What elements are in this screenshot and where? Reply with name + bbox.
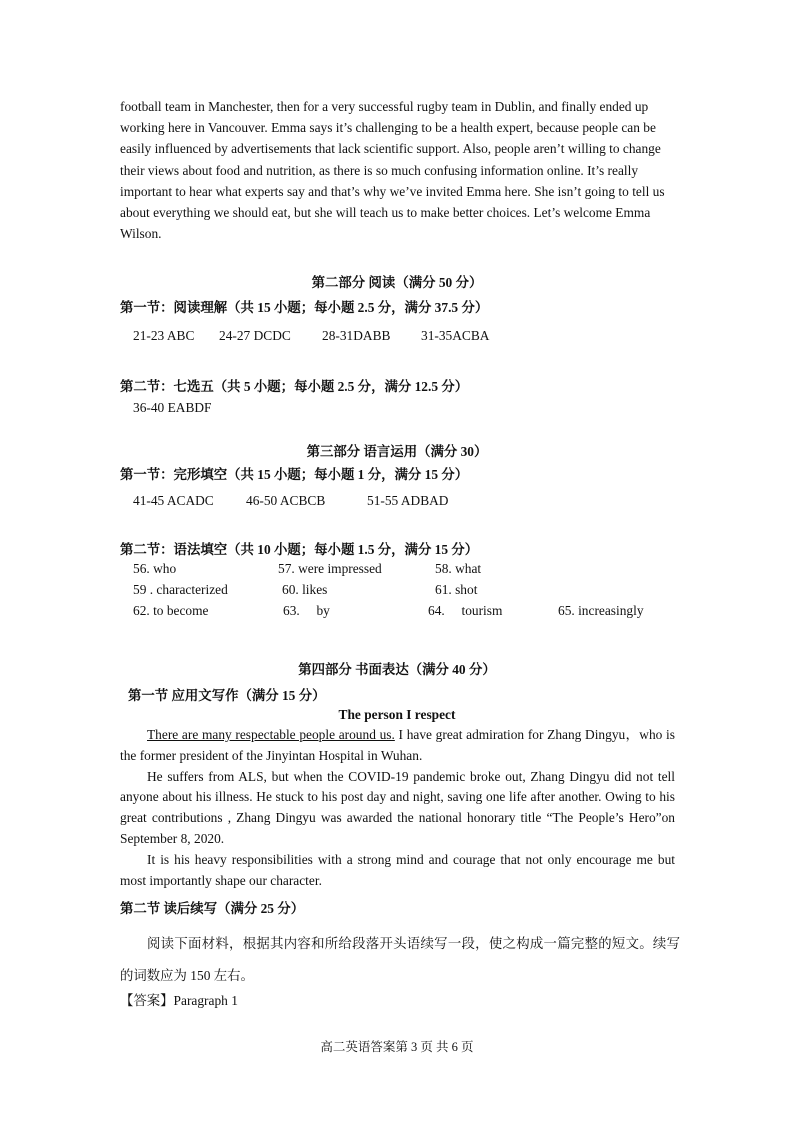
essay-paragraph: It is his heavy responsibilities with a strong mind and courage that not only encourage me but most importantly shape our character.	[120, 851, 675, 888]
answer-group: 28-31DABB	[322, 328, 391, 343]
grammar-answer: 61. shot	[435, 582, 478, 597]
grammar-answer: 65. increasingly	[558, 603, 644, 618]
grammar-answer: 57. were impressed	[278, 561, 382, 576]
grammar-answer: 64. tourism	[428, 603, 503, 618]
answer-label: 【答案】Paragraph 1	[120, 993, 238, 1008]
part3-section1-title: 第一节：完形填空（共 15 小题；每小题 1 分，满分 15 分）	[120, 467, 469, 482]
part4-section2-title: 第二节 读后续写（满分 25 分）	[120, 901, 305, 916]
essay-title: The person I respect	[338, 707, 456, 722]
part4-heading: 第四部分 书面表达（满分 40 分）	[298, 662, 496, 677]
part2-section1-title: 第一节：阅读理解（共 15 小题；每小题 2.5 分，满分 37.5 分）	[120, 300, 489, 315]
essay-paragraph	[120, 725, 675, 767]
part4-section1-title: 第一节 应用文写作（满分 15 分）	[128, 688, 326, 703]
continuation-writing-instruction: 阅读下面材料，根据其内容和所给段落开头语续写一段，使之构成一篇完整的短文。续写的词数应为 150 左右。	[120, 936, 680, 983]
part3-heading: 第三部分 语言运用（满分 30）	[306, 444, 488, 459]
grammar-answer: 59 . characterized	[133, 582, 228, 597]
essay-paragraph-rest: I have great admiration for Zhang Dingyu，who is the former president of the Jinyintan Hospital in Wuhan.	[120, 727, 675, 763]
answer-group: 41-45 ACADC	[133, 493, 214, 508]
answer-group: 31-35ACBA	[421, 328, 490, 343]
answer-group: 46-50 ACBCB	[246, 493, 326, 508]
answer-group: 51-55 ADBAD	[367, 493, 449, 508]
grammar-answer: 60. likes	[282, 582, 328, 597]
grammar-answer: 62. to become	[133, 603, 209, 618]
part3-section2-title: 第二节：语法填空（共 10 小题；每小题 1.5 分，满分 15 分）	[120, 542, 479, 557]
essay-topic-sentence: There are many respectable people around us.	[147, 727, 395, 742]
answer-group: 21-23 ABC	[133, 328, 195, 343]
essay-paragraph: He suffers from ALS, but when the COVID-19 pandemic broke out, Zhang Dingyu did not tell anyone about his illness. He stuck to his post day and night, saving one life after another. Owing to his great contributions , Zhang Dingyu was awarded the national honorary title “The People’s Hero”on September 8, 2020.	[120, 768, 675, 846]
part2-section2-title: 第二节：七选五（共 5 小题；每小题 2.5 分，满分 12.5 分）	[120, 379, 469, 394]
answer-group: 24-27 DCDC	[219, 328, 291, 343]
listening-transcript-paragraph	[120, 96, 680, 244]
grammar-answer: 63. by	[283, 603, 330, 618]
transcript-text: football team in Manchester, then for a very successful rugby team in Dublin, and finally ended up working here in Vancouver. Emma says it’s challenging to be a health expert, because people can be easily influenced by advertisements that lack scientific support. Also, people aren’t willing to change their views about food and nutrition, as there is so much confusing information online. It’s really important to hear what experts say and that’s why we’ve invited Emma here. She isn’t going to tell us about everything we should eat, but she will teach us to make better choices. Let’s welcome Emma Wilson.	[120, 99, 665, 242]
grammar-answer: 56. who	[133, 561, 177, 576]
answer-group: 36-40 EABDF	[133, 400, 212, 415]
grammar-answer: 58. what	[435, 561, 482, 576]
part2-heading: 第二部分 阅读（满分 50 分）	[311, 275, 483, 290]
page-footer: 高二英语答案第 3 页 共 6 页	[320, 1040, 474, 1054]
model-essay	[120, 725, 675, 891]
